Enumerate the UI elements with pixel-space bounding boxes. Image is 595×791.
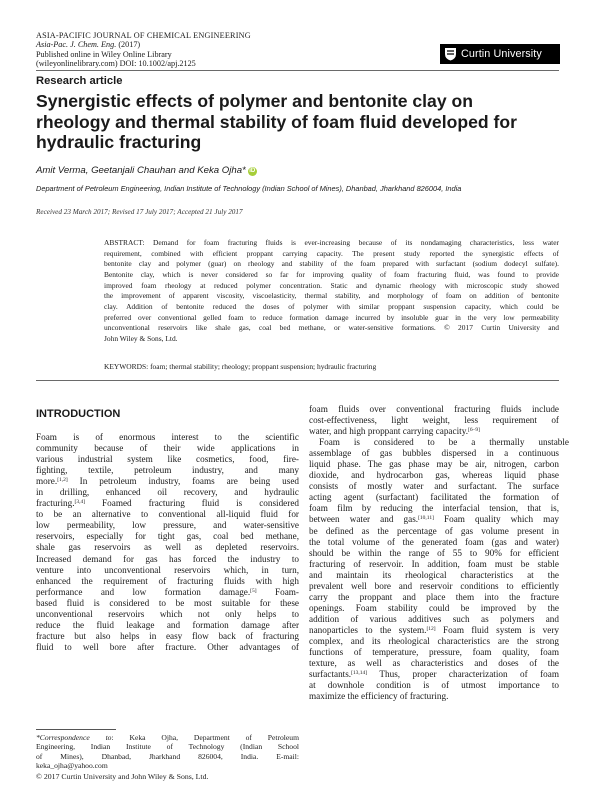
abstract-line: bentonite clay and polymer (guar) on rheology and stability of the foam prepared with surfactant (sodium dodecyl sulfate). (104, 259, 559, 269)
body-text-line (36, 576, 299, 587)
line-text: In petroleum industry, foams are being used (67, 476, 299, 487)
body-text-line (36, 554, 299, 565)
orcid-icon[interactable]: iD (249, 168, 256, 174)
journal-citation (36, 40, 376, 49)
section-heading: INTRODUCTION (36, 408, 121, 420)
footnote-rule (36, 729, 116, 730)
footnote-line (36, 742, 299, 751)
line-text: should be within the range of 55 to 90% for efficient (309, 547, 559, 558)
body-text-line (309, 581, 559, 592)
line-text: nanoparticles to the system. (309, 624, 427, 635)
footnote-line (36, 733, 299, 742)
body-text-line (309, 647, 559, 658)
affiliation: Department of Petroleum Engineering, Indian Institute of Technology (Indian School of Mines), Dhanbad, Jharkhand 826004, India (36, 184, 462, 193)
body-text-line (309, 459, 559, 470)
line-text: the total volume of the generated foam (gas and water) (309, 536, 559, 547)
line-text: Foam is of enormous interest to the scientific (36, 432, 299, 442)
journal-name: ASIA-PACIFIC JOURNAL OF CHEMICAL ENGINEERING (36, 31, 251, 40)
line-text: cost-effectiveness, light weight, less requirement of (309, 415, 559, 426)
body-text-line (36, 465, 299, 476)
line-text: Foam fluid system is very (435, 624, 559, 635)
line-text: Increased demand for gas has forced the industry to (36, 553, 299, 564)
body-text-line (309, 470, 559, 481)
line-text: carry the proppant and place them into the fracture (309, 591, 559, 602)
body-text-line (36, 498, 299, 509)
body-text-line (309, 691, 559, 702)
line-text: *Correspondence to: Keka Ojha, Department of Petroleum (36, 733, 299, 742)
line-text: water, and high proppant carrying capacity. (309, 426, 468, 437)
body-text-line (309, 481, 559, 492)
article-title (36, 91, 559, 153)
body-text-line (309, 570, 559, 581)
body-text-line (36, 509, 299, 520)
title-line: hydraulic fracturing (36, 132, 202, 152)
line-text: between water and gas. (309, 514, 419, 525)
body-text-line (36, 443, 299, 454)
citation-ref[interactable]: [5] (250, 587, 257, 594)
line-text: low permeability, low pressure, and water-sensitive (36, 520, 299, 531)
body-text-line (36, 642, 299, 653)
line-text: Foam is considered to be a thermally unstable (319, 437, 569, 448)
line-text: venture into unconventional reservoirs which, in turn, (36, 564, 299, 575)
correspondence-footnote (36, 733, 299, 771)
line-text: keka_ojha@yahoo.com (36, 761, 108, 771)
journal-published: Published online in Wiley Online Library (36, 49, 172, 59)
citation-ref[interactable]: [13,14] (351, 670, 368, 677)
body-text-line (36, 587, 299, 598)
citation-ref[interactable]: [10,11] (418, 515, 434, 522)
abstract-line: Bentonite clay, which is never considered so far for improving quality of foam fracturing fluid, was found to provide (104, 269, 559, 279)
line-text: more. (36, 476, 58, 487)
abstract-line: clay. Addition of bentonite reduced the doses of polymer with similar proppant suspension capacity, which could be (104, 301, 559, 311)
abstract-line: John Wiley & Sons, Ltd. (104, 333, 178, 343)
body-text-line (309, 548, 559, 559)
body-text-line (36, 432, 299, 443)
line-text: foam fluids over conventional fracturing fluids include (309, 404, 559, 414)
journal-abbrev: Asia-Pac. J. Chem. Eng. (36, 40, 117, 50)
line-text: fluid to well bore after fracture. Other advantages of (36, 641, 299, 652)
body-text-line (36, 598, 299, 609)
line-text: Engineering, Indian Institute of Technology (Indian School (36, 742, 299, 752)
journal-doi: (wileyonlinelibrary.com) DOI: 10.1002/apj.2125 (36, 58, 196, 68)
abstract-line: unconventional reservoirs like shale gas, coal bed methane, or water-sensitive formations. © 2017 Curtin University and (104, 323, 559, 333)
body-text-line (36, 631, 299, 642)
article-type: Research article (36, 75, 123, 87)
body-text-line (309, 658, 559, 669)
title-line: Synergistic effects of polymer and bentonite clay on (36, 91, 474, 111)
footnote-line (36, 761, 299, 770)
line-text: fracture but also helps in easy flow back of fracturing (36, 630, 299, 641)
body-text-line (36, 620, 299, 631)
line-text: Foamed fracturing fluid is considered (85, 498, 299, 509)
line-text: fracturing. (36, 498, 75, 509)
abstract-line: preferred over conventional gelled foam to reduce formation damage incurred by insoluble guar in the very low permeability (104, 312, 559, 322)
body-column-right (309, 404, 569, 702)
body-text-line (309, 437, 569, 448)
body-text-line (36, 531, 299, 542)
author-list (36, 165, 257, 176)
correspondence-label: *Correspondence to (36, 733, 112, 742)
body-text-line (309, 614, 559, 625)
body-text-line (36, 565, 299, 576)
body-text-line (36, 454, 299, 465)
line-text: openings. Foam stability could be improved by the (309, 602, 559, 613)
line-text: foam film by reducing the interfacial tension, that is, (309, 503, 559, 514)
abstract-rule (36, 380, 559, 381)
line-text: unconventional reservoirs which not only helps to (36, 608, 299, 619)
line-text: liquid phase. The gas phase may be air, nitrogen, carbon (309, 459, 559, 470)
body-text-line (36, 609, 299, 620)
body-text-line (309, 503, 559, 514)
line-text: maximize the efficiency of fracturing. (309, 691, 449, 702)
body-text-line (309, 492, 559, 503)
body-text-line (309, 404, 559, 415)
line-text: assemblage of gas bubbles dispersed in a continuous (309, 448, 559, 459)
copyright: © 2017 Curtin University and John Wiley & Sons, Ltd. (36, 772, 209, 781)
line-text: fracturing of reservoir. In addition, foam must be stable (309, 558, 559, 569)
body-text-line (309, 415, 559, 426)
keywords: KEYWORDS: foam; thermal stability; rheology; proppant suspension; hydraulic fracturing (104, 362, 377, 371)
citation-ref[interactable]: [6–9] (468, 427, 480, 434)
line-text: acting agent (surfactant) facilitated the formation of (309, 492, 559, 503)
abstract (104, 238, 559, 345)
body-text-line (309, 514, 559, 525)
body-text-line (309, 448, 559, 459)
line-text: complex, and its rheological characteristics are the strong (309, 635, 559, 646)
journal-header (36, 31, 376, 68)
journal-year: (2017) (116, 40, 141, 50)
line-text: based fluid is considered to be most suitable for these (36, 597, 299, 608)
line-text: Thus, proper characterization of foam (367, 669, 559, 680)
line-text: surfactants. (309, 669, 352, 680)
line-text: Foam- (256, 586, 299, 597)
line-text: enhanced the requirement of fracturing fluids with high (36, 575, 299, 586)
body-text-line (36, 542, 299, 553)
body-text-line (309, 669, 559, 680)
line-text: and maintain its rheological characteristics at the (309, 569, 559, 580)
line-text: be defined as the percentage of gas volume present in (309, 525, 559, 536)
curtin-crest-icon (444, 47, 457, 61)
abstract-line: ABSTRACT: Demand for foam fracturing fluids is ever-increasing because of its nondamaging characteristics, less water (104, 238, 559, 247)
line-text: texture, as well as characteristics and doses of the (309, 658, 559, 669)
received-dates: Received 23 March 2017; Revised 17 July 2017; Accepted 21 July 2017 (36, 208, 243, 216)
line-text: fighting, textile, petroleum industry, and many (36, 465, 299, 476)
abstract-line: the improvement of apparent viscosity, viscoelasticity, thermal stability, and morphology of foam on addition of bentonite (104, 291, 559, 301)
body-text-line (309, 603, 559, 614)
line-text: functions of temperature, pressure, foam quality, foam (309, 647, 559, 658)
line-text: performance and low formation damage. (36, 586, 251, 597)
citation-ref[interactable]: [1,2] (57, 477, 68, 484)
line-text: addition of various additives such as polymers and (309, 613, 559, 624)
body-text-line (309, 526, 559, 537)
body-text-line (309, 636, 559, 647)
body-text-line (309, 592, 559, 603)
body-text-line (36, 487, 299, 498)
body-text-line (309, 625, 559, 636)
line-text: Foam quality which may (433, 514, 559, 525)
body-text-line (309, 559, 559, 570)
line-text: various industrial system like cosmetics, food, fire- (36, 454, 299, 465)
body-column-left (36, 432, 299, 653)
line-text: in drilling, enhanced oil recovery, and hydraulic (36, 487, 299, 498)
line-text: dioxide, and hydrocarbon gas, whereas liquid phase (309, 470, 559, 481)
title-line: rheology and thermal stability of foam fluid developed for (36, 111, 517, 132)
authors-text: Amit Verma, Geetanjali Chauhan and Keka Ojha* (36, 165, 246, 176)
body-text-line (36, 520, 299, 531)
body-text-line (309, 426, 559, 437)
line-text: to be an alternative to conventional all-liquid fluid for (36, 509, 299, 520)
line-text: reservoirs, especially for tight gas, coal bed methane, (36, 531, 299, 542)
line-text: at downhole condition is of utmost importance to (309, 680, 559, 691)
abstract-line: requirement, combined with efficient proppant carrying capacity. The present study reported the synergistic effects of (104, 248, 559, 258)
body-text-line (309, 537, 559, 548)
header-rule (36, 70, 559, 71)
line-text: of Mines), Dhanbad, Jharkhand 826004, India. E-mail: (36, 751, 299, 761)
line-text: reduce the fluid leakage and formation damage after (36, 619, 299, 630)
line-text: shale gas reservoirs as well as depleted reservoirs. (36, 542, 299, 553)
body-text-line (36, 476, 299, 487)
line-text: prevalent well bore and reservoir conditions to efficiently (309, 580, 559, 591)
citation-ref[interactable]: [12] (426, 625, 436, 632)
logo-text: Curtin University (461, 48, 542, 60)
abstract-line: improved foam rheology at reduced polymer concentration. Static and dynamic rheology with microscopic study showed (104, 280, 559, 290)
body-text-line (309, 680, 559, 691)
line-text: consists of mostly water and surfactant. The surface (309, 481, 559, 492)
citation-ref[interactable]: [3,4] (74, 499, 86, 506)
line-text: community because of their wide applications in (36, 443, 299, 454)
curtin-university-logo (440, 44, 560, 64)
footnote-line (36, 752, 299, 761)
